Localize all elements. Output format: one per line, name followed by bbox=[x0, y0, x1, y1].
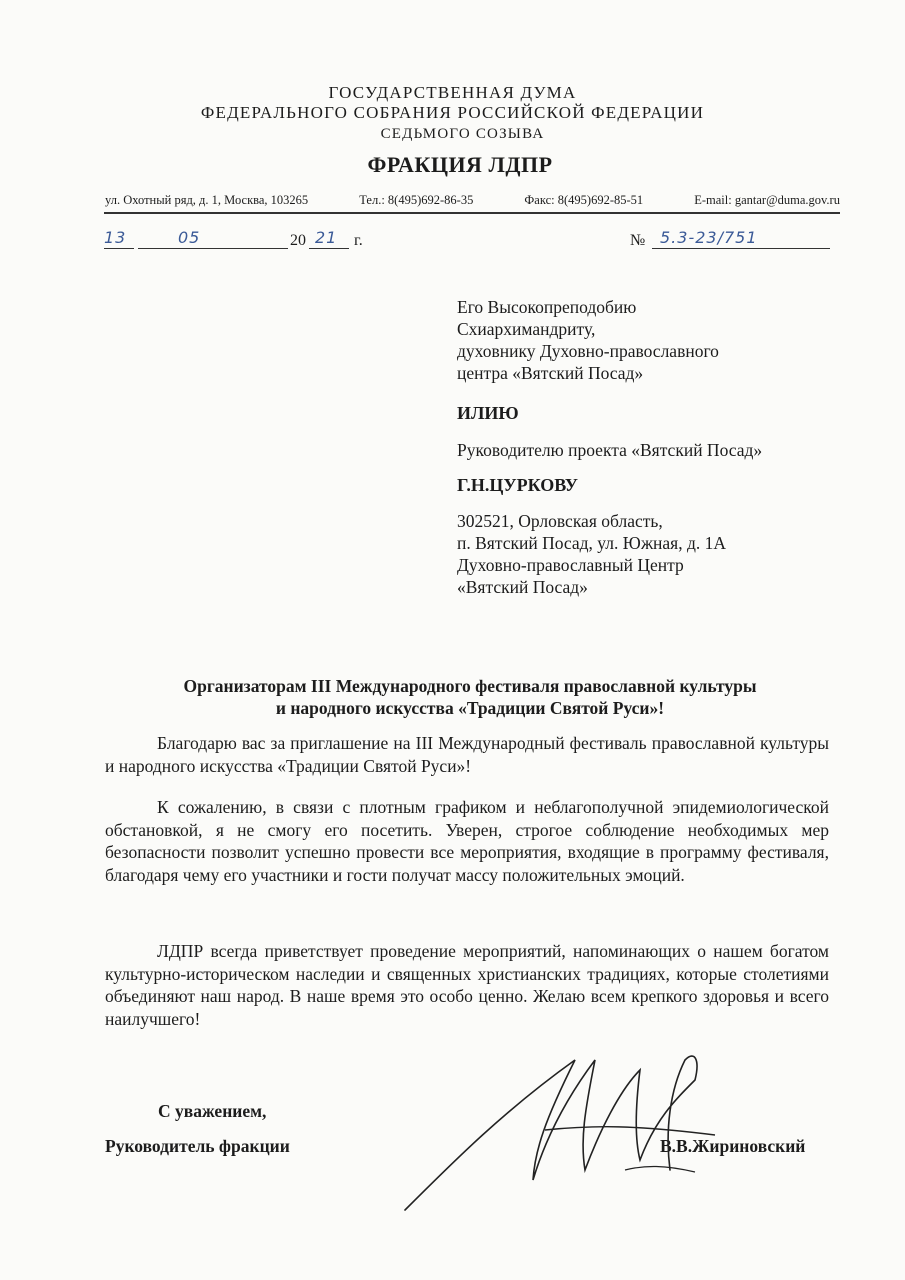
date-month: 05 bbox=[178, 228, 201, 247]
addressee-name: ИЛИЮ bbox=[457, 403, 519, 423]
title-line: и народного искусства «Традиции Святой Руси»! bbox=[275, 698, 665, 718]
year-field bbox=[309, 228, 349, 249]
day-field bbox=[104, 228, 134, 249]
contact-phone: Тел.: 8(495)692-86-35 bbox=[359, 193, 474, 207]
contact-address: ул. Охотный ряд, д. 1, Москва, 103265 bbox=[105, 193, 309, 207]
date-number-row bbox=[104, 228, 844, 254]
document-number: 5.3-23/751 bbox=[660, 228, 758, 247]
paragraph-1: Благодарю вас за приглашение на III Международный фестиваль православной культуры и народного искусства «Традиции Святой Руси»! bbox=[105, 733, 829, 776]
date-year-prefix: 20 bbox=[290, 232, 306, 249]
handwritten-signature bbox=[395, 1020, 735, 1220]
postal-line: п. Вятский Посад, ул. Южная, д. 1А bbox=[457, 533, 727, 553]
header-federal-assembly: ФЕДЕРАЛЬНОГО СОБРАНИЯ РОССИЙСКОЙ ФЕДЕРАЦИИ bbox=[200, 103, 705, 122]
addressee-block-1 bbox=[457, 296, 719, 384]
header-faction: ФРАКЦИЯ ЛДПР bbox=[367, 152, 553, 177]
number-label: № bbox=[630, 232, 646, 249]
contact-fax: Факс: 8(495)692-85-51 bbox=[524, 193, 644, 207]
closing-regards: С уважением, bbox=[158, 1101, 267, 1121]
date-day: 13 bbox=[104, 228, 127, 247]
header-duma: ГОСУДАРСТВЕННАЯ ДУМА bbox=[328, 83, 577, 102]
paragraph-2: К сожалению, в связи с плотным графиком и неблагополучной эпидемиологической обстановкой, я не смогу его посетить. Уверен, строгое соблюдение необходимых мер безопасности позволит успешно провести все мероприятия, входящие в программу фестиваля, благодаря чему его участники и гости получат массу положительных эмоций. bbox=[105, 797, 829, 885]
letter-title bbox=[95, 675, 845, 719]
addressee-line: духовнику Духовно-православного bbox=[457, 341, 719, 361]
date-suffix: г. bbox=[354, 232, 363, 249]
postal-line: «Вятский Посад» bbox=[457, 577, 588, 597]
header-divider bbox=[104, 212, 840, 214]
postal-line: 302521, Орловская область, bbox=[457, 511, 663, 531]
date-year-suffix: 21 bbox=[315, 228, 338, 247]
addressee-line-project: Руководителю проекта «Вятский Посад» bbox=[457, 440, 763, 460]
number-field bbox=[652, 228, 830, 249]
postal-address bbox=[457, 510, 726, 598]
month-field bbox=[138, 228, 288, 249]
closing-position: Руководитель фракции bbox=[105, 1136, 290, 1156]
paragraph-3: ЛДПР всегда приветствует проведение мероприятий, напоминающих о нашем богатом культурно-историческом наследии и священных христианских традициях, которые столетиями объединяют наш народ. В наше время это особо ценно. Желаю всем крепкого здоровья и всего наилучшего! bbox=[105, 941, 829, 1029]
postal-line: Духовно-православный Центр bbox=[457, 555, 684, 575]
signer-name: В.В.Жириновский bbox=[660, 1136, 806, 1156]
header-convocation: СЕДЬМОГО СОЗЫВА bbox=[380, 126, 545, 142]
title-line: Организаторам III Международного фестиваля православной культуры bbox=[183, 676, 757, 696]
addressee-line: Схиархимандриту, bbox=[457, 319, 596, 339]
addressee-name-2 bbox=[457, 474, 578, 496]
addressee-line: Его Высокопреподобию bbox=[457, 297, 637, 317]
addressee-name-1 bbox=[457, 402, 519, 424]
addressee-name: Г.Н.ЦУРКОВУ bbox=[457, 475, 578, 495]
contacts-line bbox=[105, 193, 840, 208]
addressee-line: центра «Вятский Посад» bbox=[457, 363, 644, 383]
contact-email: E-mail: gantar@duma.gov.ru bbox=[694, 193, 840, 207]
